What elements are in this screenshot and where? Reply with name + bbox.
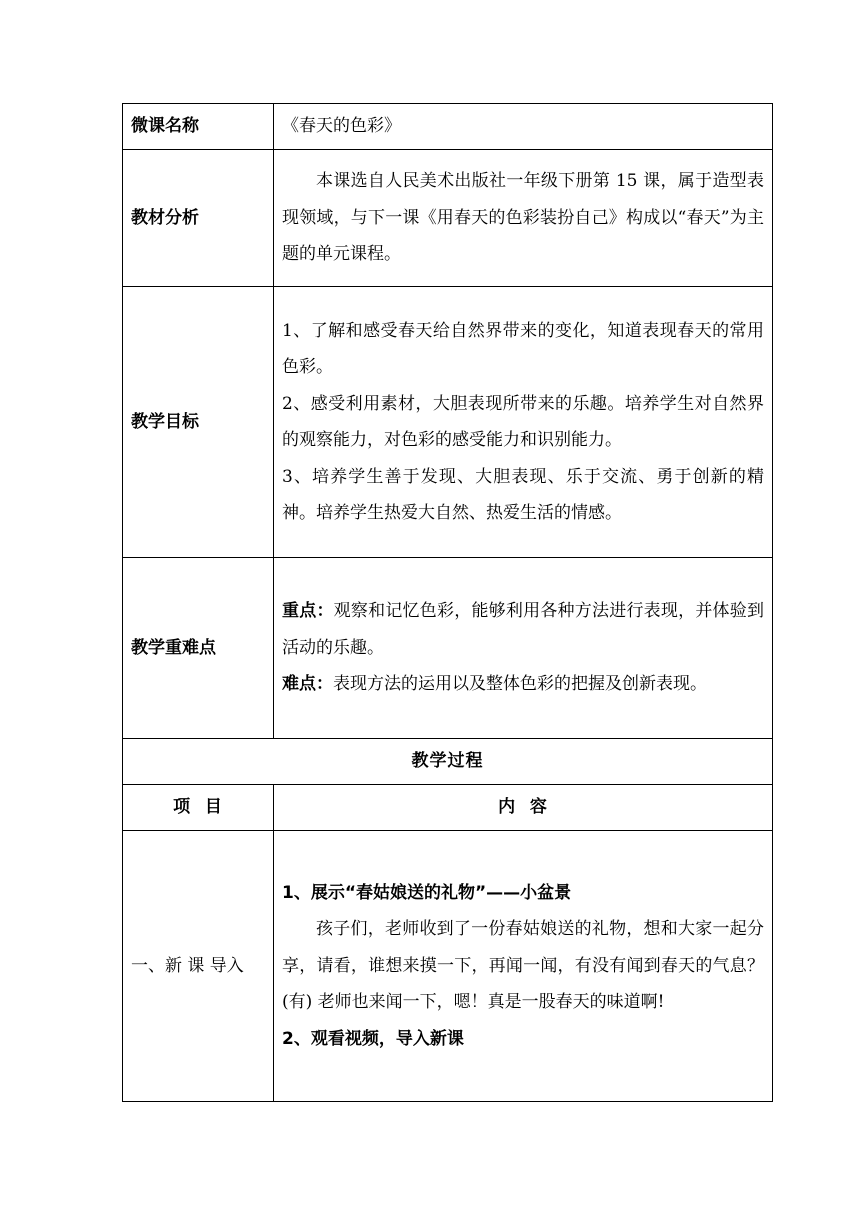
difficult-point-text: 表现方法的运用以及整体色彩的把握及创新表现。 [333,674,707,695]
goals-label: 教学目标 [123,287,274,558]
column-header-content: 内 容 [274,785,773,831]
intro-cell [274,831,773,1102]
course-name-value: 《春天的色彩》 [274,104,773,150]
process-title: 教学过程 [123,739,773,785]
goals-row [123,287,773,558]
analysis-row [123,150,773,287]
keypoints-row [123,558,773,739]
difficult-point-paragraph [282,666,764,703]
intro-step1-title: 1、展示“春姑娘送的礼物”——小盆景 [282,882,572,903]
course-name-label: 微课名称 [123,104,274,150]
key-point-label: 重点： [282,601,334,622]
analysis-text: 本课选自人民美术出版社一年级下册第 15 课，属于造型表现领域，与下一课《用春天的色彩装扮自己》构成以“春天”为主题的单元课程。 [282,171,764,265]
course-name-row [123,104,773,150]
key-point-paragraph [282,593,764,666]
goal-item-1: 1、了解和感受春天给自然界带来的变化，知道表现春天的常用色彩。 [282,320,764,377]
difficult-point-label: 难点： [282,674,333,695]
intro-step1-text: 孩子们，老师收到了一份春姑娘送的礼物，想和大家一起分享，请看，谁想来摸一下，再闻一闻，有没有闻到春天的气息？(有) 老师也来闻一下，嗯！真是一股春天的味道啊! [282,919,764,1013]
intro-row [123,831,773,1102]
key-point-text: 观察和记忆色彩，能够利用各种方法进行表现，并体验到活动的乐趣。 [282,601,765,658]
lesson-plan-table [122,103,773,1102]
intro-step2-title: 2、观看视频，导入新课 [282,1028,464,1049]
process-title-row [123,739,773,785]
process-header-row [123,785,773,831]
goals-cell [274,287,773,558]
analysis-label: 教材分析 [123,150,274,287]
goal-item-3: 3、培养学生善于发现、大胆表现、乐于交流、勇于创新的精神。培养学生热爱大自然、热爱生活的情感。 [282,466,764,523]
analysis-cell [274,150,773,287]
keypoints-cell [274,558,773,739]
goal-item-2: 2、感受利用素材，大胆表现所带来的乐趣。培养学生对自然界的观察能力，对色彩的感受能力和识别能力。 [282,393,764,450]
intro-label: 一、新 课 导入 [123,831,274,1102]
column-header-item: 项 目 [123,785,274,831]
keypoints-label: 教学重难点 [123,558,274,739]
